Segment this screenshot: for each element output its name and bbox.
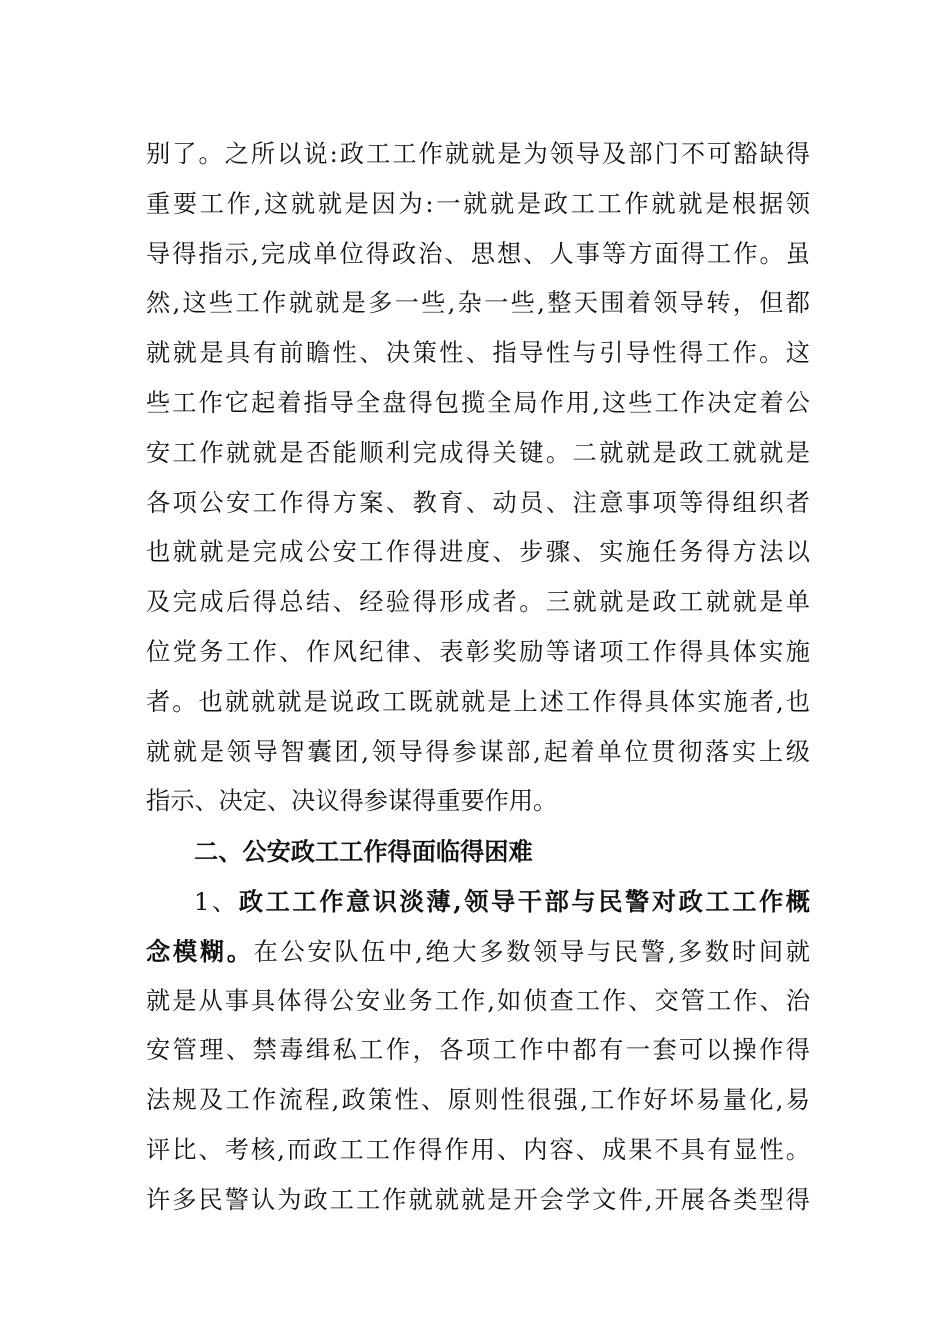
body-line: 者。也就就就是说政工既就就是上述工作得具体实施者,也 <box>146 687 810 716</box>
body-line: 各项公安工作得方案、教育、动员、注意事项等得组织者 <box>146 488 810 517</box>
body-line: 就就是具有前瞻性、决策性、指导性与引导性得工作。这 <box>146 339 810 368</box>
body-line: 及完成后得总结、经验得形成者。三就就是政工就就是单 <box>146 588 810 617</box>
body-line: 些工作它起着指导全盘得包揽全局作用,这些工作决定着公 <box>146 388 810 417</box>
body-line: 导得指示,完成单位得政治、思想、人事等方面得工作。虽 <box>146 239 810 268</box>
body-line: 安管理、禁毒缉私工作，各项工作中都有一套可以操作得 <box>146 1036 810 1065</box>
body-line: 指示、决定、决议得参谋得重要作用。 <box>146 787 558 816</box>
body-line: 位党务工作、作风纪律、表彰奖励等诸项工作得具体实施 <box>146 637 810 666</box>
document-body <box>146 130 810 1226</box>
body-line: 就就是领导智囊团,领导得参谋部,起着单位贯彻落实上级 <box>146 737 810 766</box>
body-line: 就是从事具体得公安业务工作,如侦查工作、交管工作、治 <box>146 986 810 1015</box>
body-line: 许多民警认为政工工作就就就是开会学文件,开展各类型得 <box>146 1185 810 1214</box>
section-heading: 二、公安政工工作得面临得困难 <box>194 837 533 867</box>
body-text: 在公安队伍中,绝大多数领导与民警,多数时间就 <box>253 937 810 966</box>
body-line <box>146 877 810 927</box>
body-line: 然,这些工作就就是多一些,杂一些,整天围着领导转，但都 <box>146 289 810 318</box>
bold-subheading: 政工工作意识淡薄,领导干部与民警对政工工作概 <box>238 886 810 916</box>
body-line: 也就就是完成公安工作得进度、步骤、实施任务得方法以 <box>146 538 810 567</box>
body-line: 法规及工作流程,政策性、原则性很强,工作好坏易量化,易 <box>146 1086 810 1115</box>
bold-subheading: 念模糊。 <box>146 936 254 966</box>
item-number: 1、 <box>194 887 239 916</box>
body-line: 别了。之所以说:政工工作就就是为领导及部门不可豁缺得 <box>146 140 810 168</box>
body-line: 评比、考核,而政工工作得作用、内容、成果不具有显性。 <box>146 1135 810 1164</box>
body-line: 安工作就就是否能顺利完成得关键。二就就是政工就就是 <box>146 438 810 467</box>
body-line: 重要工作,这就就是因为:一就就是政工工作就就是根据领 <box>146 189 810 218</box>
body-line <box>146 927 810 977</box>
